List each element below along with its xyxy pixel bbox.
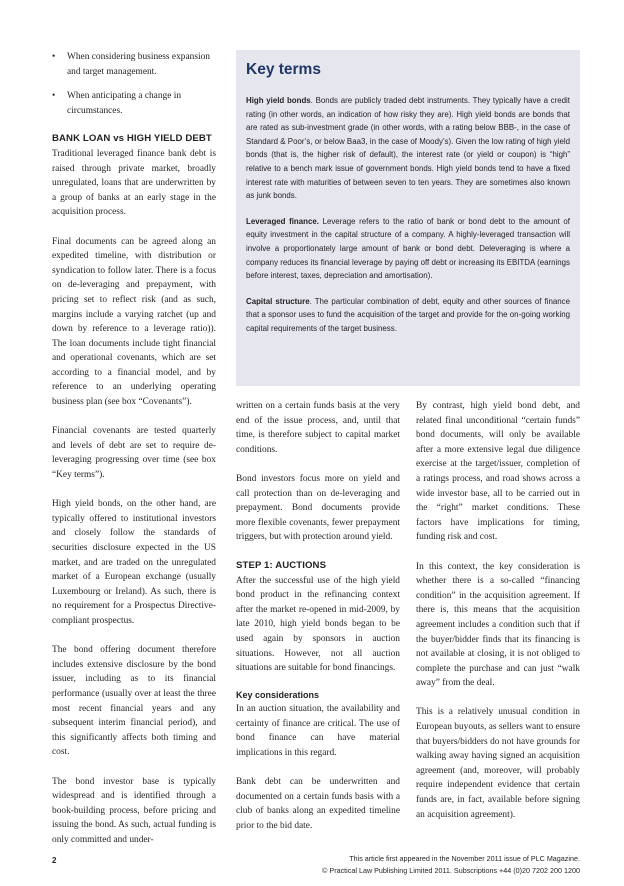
key-term-name: Capital structure (246, 296, 310, 306)
paragraph: High yield bonds, on the other hand, are typically offered to institutional investors and closely follow the standards of securities disclosure expected in the US market, and are traded on the unregulated market of a European exchange (usually Luxembourg or Ireland). As such, there is no requirement for a Prospectus Directive-compliant prospectus. (52, 499, 216, 626)
footer-line: © Practical Law Publishing Limited 2011. Subscriptions +44 (0)20 7202 200 1200 (322, 866, 580, 875)
paragraph: By contrast, high yield bond debt, and related final unconditional “certain funds” bond documents, will only be available after a more extensive legal due diligence exercise at the target/issuer, completion of a ratings process, and road shows across a wide investor base, all to be carried out in the “right” market conditions. These factors have implications for timing, funding risk and cost. (416, 401, 580, 543)
bullet-icon: • (52, 52, 56, 62)
paragraph: In this context, the key consideration is whether there is a so-called “financing condition” in the acquisition agreement. If there is, this means that the acquisition agreement includes a condition such that if the buyer/bidder finds that its financing is not available at closing, it is not obliged to complete the purchase and can just “walk away” from the deal. (416, 561, 580, 689)
bullet-icon: • (52, 91, 56, 102)
section-heading: STEP 1: AUCTIONS (236, 559, 327, 571)
middle-column (236, 399, 400, 834)
paragraph: After the successful use of the high yield bond product in the refinancing context after the market re-opened in mid-2009, by late 2010, high yield bonds began to be used again by sponsors in auction situations. However, not all auction situations are suitable for bond financings. (236, 575, 400, 674)
paragraph: written on a certain funds basis at the very end of the issue process, and, until that time, is therefore subject to capital market conditions. (236, 401, 400, 455)
subsection-heading: Key considerations (236, 689, 320, 700)
section-heading: BANK LOAN vs HIGH YIELD DEBT (52, 133, 212, 145)
key-term-name: Leveraged finance. (246, 216, 319, 226)
paragraph: Final documents can be agreed along an expedited timeline, with distribution or syndication to follow later. There is a focus on de-leveraging and prepayment, with pricing set to reflect risk (and as such, margins include a varying ratchet (up and down by reference to a leverage ratio)). The loan documents include tight financial and operational covenants, which are set according to a financial model, and by reference to an underlying operating business plan (see box “Covenants”). (52, 236, 216, 408)
footer-line: This article first appeared in the November 2011 issue of PLC Magazine. (349, 854, 580, 863)
paragraph: The bond offering document therefore includes extensive disclosure by the bond issuer, including as to its financial performance (usually over at least the three most recent financial years and any subsequent interim financial period), and this significantly affects both timing and cost. (52, 645, 216, 758)
paragraph: The bond investor base is typically widespread and is identified through a book-building process, before pricing and issuing the bond. As such, actual funding is only committed and under- (52, 776, 216, 845)
bullet-list (52, 50, 216, 118)
paragraph: Traditional leveraged finance bank debt is raised through private market, broadly unregulated, loans that are underwritten by a group of banks at an early stage in the acquisition process. (52, 148, 216, 218)
list-item: • When anticipating a change in circumstances. (52, 91, 182, 116)
paragraph: Bond investors focus more on yield and call protection than on de-leveraging and prepayment. Bond documents provide more flexible covenants, fewer prepayment triggers, but with protection around yield. (236, 473, 400, 543)
page-number: 2 (52, 856, 57, 865)
key-terms-title: Key terms (246, 61, 321, 78)
key-term-definition: . The particular combination of debt, equity and other sources of finance that a sponsor uses to fund the acquisition of the target and provide for the on-going working capital requirements of the target business. (246, 296, 570, 333)
key-term-definition: Leverage refers to the ratio of bank or bond debt to the amount of equity investment in the capital structure of a company. A highly-leveraged transaction will involve a proportionately large amount of bank or bond debt. Deleveraging is where a company reduces its financial leverage by paying off debt or increasing its EBITDA (earnings before interest, taxes, depreciation and amortisation). (246, 216, 570, 281)
key-term-entry (246, 94, 570, 203)
key-term-entry (246, 295, 570, 336)
paragraph: In an auction situation, the availability and certainty of finance are critical. The use of bond finance can have material implications in this regard. (236, 704, 400, 759)
footer (322, 853, 580, 877)
paragraph: This is a relatively unusual condition in European buyouts, as sellers want to ensure that buyers/bidders do not have grounds for walking away having signed an acquisition agreement (and, moreover, will probably require independent evidence that certain funds are, in fact, available before signing an acquisition agreement). (416, 707, 580, 820)
paragraph: Financial covenants are tested quarterly and levels of debt are set to require de-leveraging progressing over time (see box “Key terms”). (52, 426, 216, 481)
left-column (52, 50, 216, 847)
paragraph: Bank debt can be underwritten and documented on a certain funds basis with a club of banks along an expedited timeline prior to the bid date. (236, 777, 400, 832)
key-term-entry (246, 215, 570, 283)
right-column (416, 399, 580, 822)
key-terms-box (236, 50, 580, 386)
list-item: • When considering business expansion and target management. (52, 52, 210, 77)
key-term-definition: . Bonds are publicly traded debt instruments. They typically have a credit rating (in other words, an indication of how risky they are). High yield bonds are bonds that are rated as sub-investment grade (in other words, with a rating below BBB-, in the case of Standard & Poor’s, or below Baa3, in the case of Moody’s). Given the low rating of high yield bonds (that is, the higher risk of default), the interest rate (or yield or coupon) is “high” relative to a bench mark issue of government bonds. High yield bonds tend to have a fixed interest rate with maturities of between seven to ten years. They are sometimes also known as junk bonds. (246, 96, 570, 201)
key-term-name: High yield bonds (246, 96, 311, 105)
